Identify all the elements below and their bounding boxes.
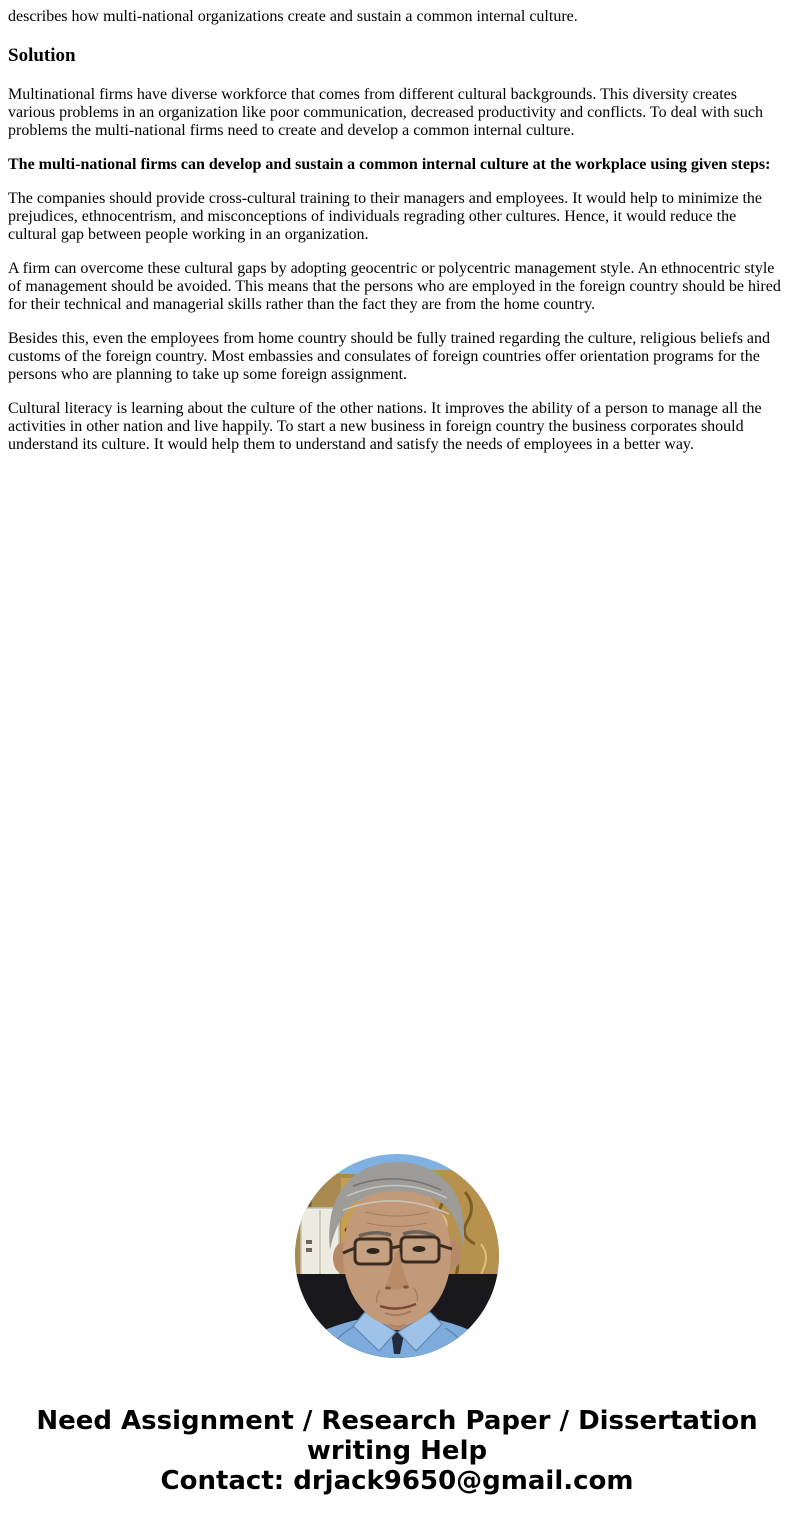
footer-help-text: Need Assignment / Research Paper / Dissertation writing Help [36,1406,758,1466]
profile-photo-illustration [295,1154,499,1358]
profile-photo [295,1154,499,1358]
step-paragraph-1: The companies should provide cross-cultural training to their managers and employees. It would help to minimize the prejudices, ethnocentrism, and misconceptions of individuals regrading other cultures. Hence, it would reduce the cultural gap between people working in an organization. [8,190,763,243]
top-partial-line: describes how multi-national organizations create and sustain a common internal culture. [8,8,578,25]
step-paragraph-2: A firm can overcome these cultural gaps by adopting geocentric or polycentric management style. An ethnocentric style of management should be avoided. This means that the persons who are employed in the foreign country should be hired for their technical and managerial skills rather than the fact they are from the home country. [8,260,781,313]
footer-banner [8,1406,786,1496]
footer-contact-text: Contact: drjack9650@gmail.com [160,1466,634,1496]
step-paragraph-3: Besides this, even the employees from home country should be fully trained regarding the culture, religious beliefs and customs of the foreign country. Most embassies and consulates of foreign countries offer orientation programs for the persons who are planning to take up some foreign assignment. [8,330,771,383]
step-paragraph-4: Cultural literacy is learning about the culture of the other nations. It improves the ability of a person to manage all the activities in other nation and live happily. To start a new business in foreign country the business corporates should understand its culture. It would help them to understand and satisfy the needs of employees in a better way. [8,400,762,453]
steps-heading: The multi-national firms can develop and sustain a common internal culture at the workplace using given steps: [8,156,771,173]
intro-paragraph: Multinational firms have diverse workforce that comes from different cultural backgrounds. This diversity creates various problems in an organization like poor communication, decreased productivity and conflicts. To deal with such problems the multi-national firms need to create and develop a common internal culture. [8,86,763,139]
solution-heading: Solution [8,45,76,66]
